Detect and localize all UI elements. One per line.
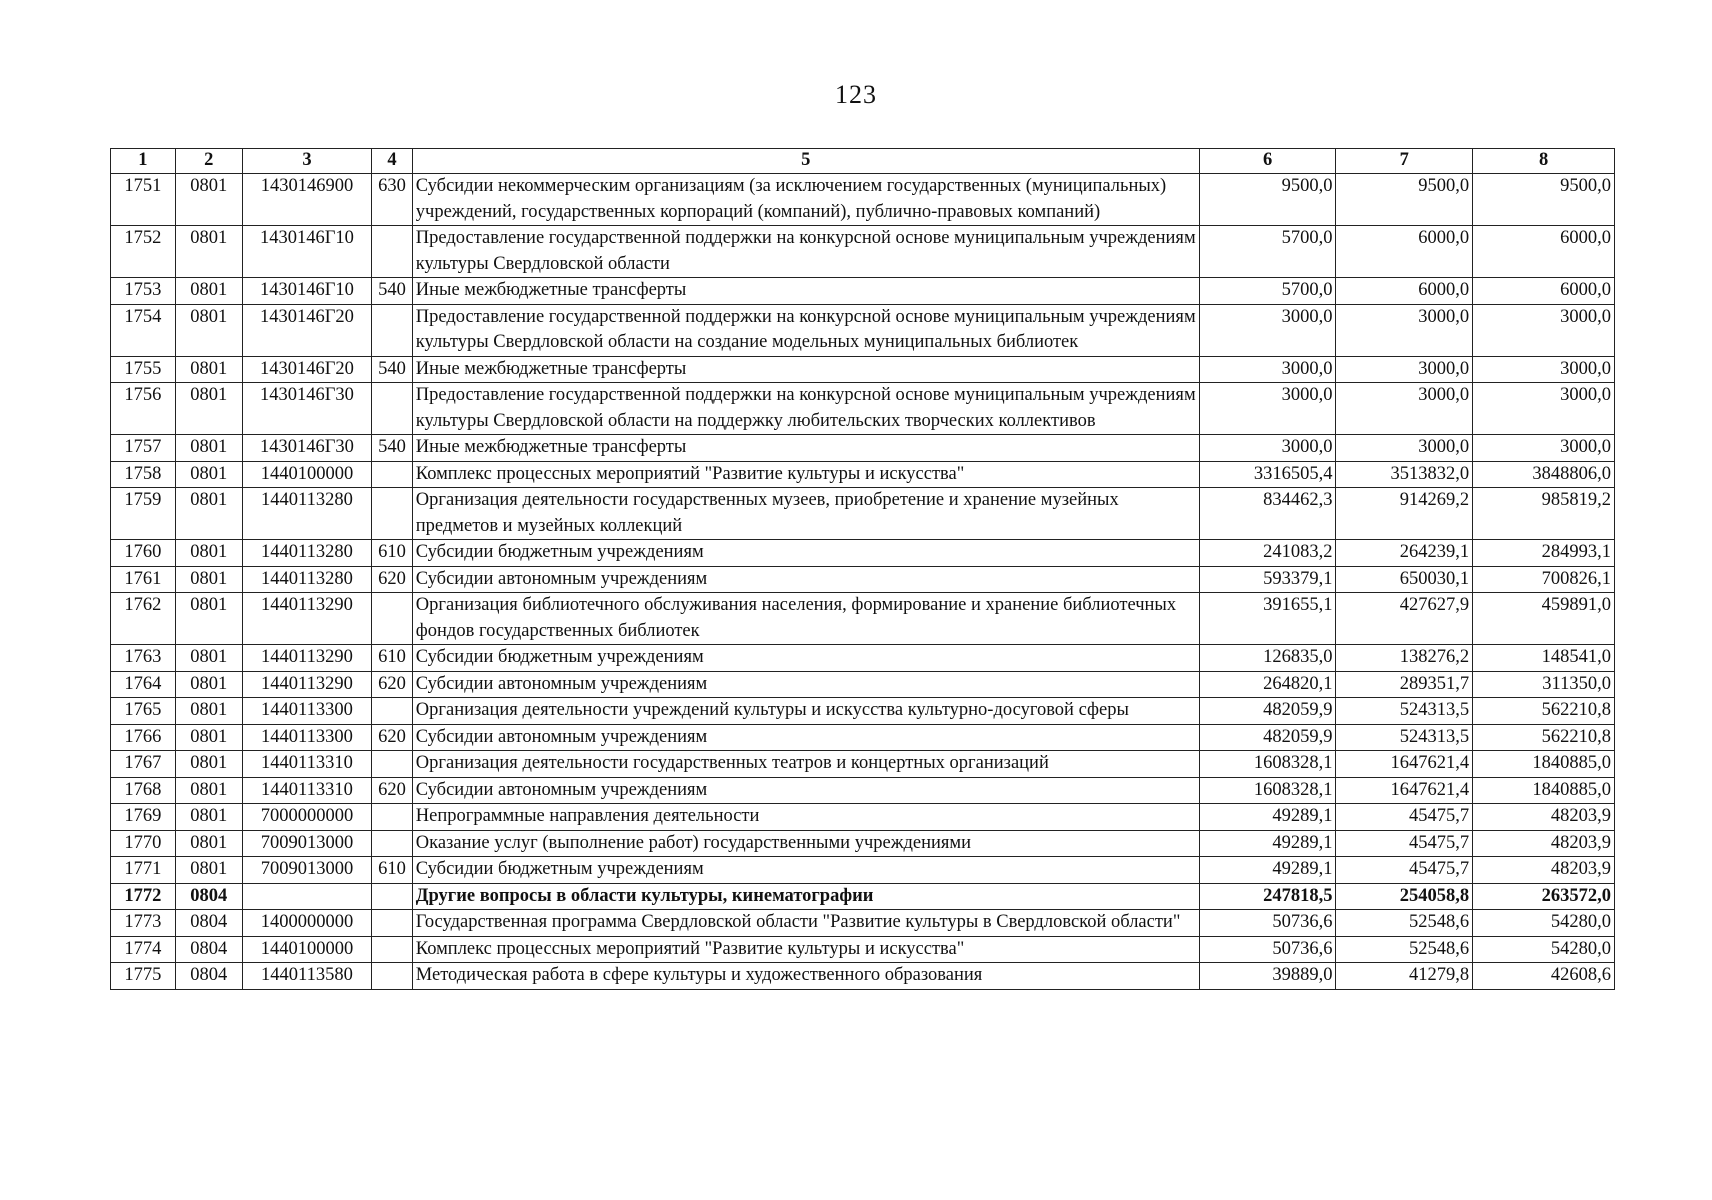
amount-year1-cell: 3000,0 [1199,356,1336,383]
row-number-cell: 1755 [111,356,176,383]
row-number-cell: 1758 [111,461,176,488]
table-row [111,883,1615,910]
section-code-cell: 0801 [175,383,242,435]
target-article-cell: 1430146Г20 [242,304,372,356]
description-cell: Предоставление государственной поддержки на конкурсной основе муниципальным учреждениям культуры Свердловской области [412,226,1199,278]
expense-type-cell [372,830,413,857]
section-code-cell: 0801 [175,488,242,540]
expense-type-cell [372,488,413,540]
column-header: 7 [1336,149,1473,174]
amount-year3-cell: 459891,0 [1473,593,1615,645]
description-cell: Субсидии бюджетным учреждениям [412,645,1199,672]
target-article-cell: 1430146900 [242,174,372,226]
amount-year1-cell: 247818,5 [1199,883,1336,910]
table-row [111,936,1615,963]
expense-type-cell: 540 [372,435,413,462]
target-article-cell: 1430146Г30 [242,383,372,435]
target-article-cell: 1440100000 [242,936,372,963]
expense-type-cell: 620 [372,671,413,698]
amount-year2-cell: 914269,2 [1336,488,1473,540]
target-article-cell [242,883,372,910]
table-row [111,910,1615,937]
description-cell: Непрограммные направления деятельности [412,804,1199,831]
description-cell: Другие вопросы в области культуры, кинематографии [412,883,1199,910]
section-code-cell: 0801 [175,356,242,383]
section-code-cell: 0801 [175,174,242,226]
table-row [111,174,1615,226]
amount-year1-cell: 3000,0 [1199,435,1336,462]
amount-year2-cell: 3000,0 [1336,383,1473,435]
table-row [111,540,1615,567]
amount-year2-cell: 3000,0 [1336,356,1473,383]
amount-year1-cell: 241083,2 [1199,540,1336,567]
target-article-cell: 1430146Г10 [242,226,372,278]
section-code-cell: 0804 [175,936,242,963]
description-cell: Субсидии автономным учреждениям [412,724,1199,751]
amount-year1-cell: 3000,0 [1199,383,1336,435]
row-number-cell: 1768 [111,777,176,804]
expense-type-cell: 610 [372,540,413,567]
amount-year2-cell: 3513832,0 [1336,461,1473,488]
amount-year2-cell: 45475,7 [1336,830,1473,857]
amount-year1-cell: 3000,0 [1199,304,1336,356]
amount-year1-cell: 39889,0 [1199,963,1336,990]
section-code-cell: 0801 [175,751,242,778]
table-row [111,857,1615,884]
column-header: 6 [1199,149,1336,174]
expense-type-cell: 540 [372,278,413,305]
amount-year3-cell: 6000,0 [1473,278,1615,305]
expense-type-cell: 620 [372,724,413,751]
target-article-cell: 1440113280 [242,540,372,567]
expense-type-cell [372,804,413,831]
expense-type-cell: 610 [372,645,413,672]
amount-year3-cell: 42608,6 [1473,963,1615,990]
amount-year3-cell: 54280,0 [1473,936,1615,963]
amount-year1-cell: 126835,0 [1199,645,1336,672]
section-code-cell: 0801 [175,830,242,857]
amount-year2-cell: 3000,0 [1336,304,1473,356]
section-code-cell: 0801 [175,804,242,831]
amount-year3-cell: 3848806,0 [1473,461,1615,488]
target-article-cell: 1440113290 [242,593,372,645]
expense-type-cell: 630 [372,174,413,226]
row-number-cell: 1775 [111,963,176,990]
expense-type-cell: 620 [372,777,413,804]
amount-year3-cell: 3000,0 [1473,383,1615,435]
column-header: 1 [111,149,176,174]
target-article-cell: 7000000000 [242,804,372,831]
target-article-cell: 1440113290 [242,671,372,698]
description-cell: Организация деятельности учреждений культуры и искусства культурно-досуговой сферы [412,698,1199,725]
row-number-cell: 1764 [111,671,176,698]
target-article-cell: 1440113310 [242,777,372,804]
table-row [111,566,1615,593]
target-article-cell: 1440113290 [242,645,372,672]
table-row [111,698,1615,725]
expense-type-cell [372,226,413,278]
amount-year1-cell: 1608328,1 [1199,751,1336,778]
section-code-cell: 0804 [175,910,242,937]
amount-year1-cell: 482059,9 [1199,698,1336,725]
column-header: 8 [1473,149,1615,174]
description-cell: Комплекс процессных мероприятий "Развитие культуры и искусства" [412,936,1199,963]
description-cell: Организация деятельности государственных театров и концертных организаций [412,751,1199,778]
expense-type-cell [372,910,413,937]
description-cell: Организация деятельности государственных музеев, приобретение и хранение музейных предметов и музейных коллекций [412,488,1199,540]
description-cell: Субсидии бюджетным учреждениям [412,540,1199,567]
amount-year1-cell: 3316505,4 [1199,461,1336,488]
amount-year2-cell: 45475,7 [1336,857,1473,884]
amount-year2-cell: 650030,1 [1336,566,1473,593]
description-cell: Методическая работа в сфере культуры и художественного образования [412,963,1199,990]
row-number-cell: 1761 [111,566,176,593]
column-header: 4 [372,149,413,174]
description-cell: Государственная программа Свердловской области "Развитие культуры в Свердловской области" [412,910,1199,937]
row-number-cell: 1751 [111,174,176,226]
section-code-cell: 0801 [175,461,242,488]
amount-year2-cell: 1647621,4 [1336,777,1473,804]
amount-year3-cell: 148541,0 [1473,645,1615,672]
page-number: 123 [835,80,877,109]
expense-type-cell [372,593,413,645]
row-number-cell: 1760 [111,540,176,567]
table-row [111,435,1615,462]
amount-year2-cell: 254058,8 [1336,883,1473,910]
amount-year3-cell: 48203,9 [1473,830,1615,857]
amount-year2-cell: 52548,6 [1336,910,1473,937]
section-code-cell: 0801 [175,698,242,725]
column-header: 3 [242,149,372,174]
amount-year1-cell: 50736,6 [1199,936,1336,963]
amount-year3-cell: 3000,0 [1473,304,1615,356]
column-header: 5 [412,149,1199,174]
target-article-cell: 1430146Г30 [242,435,372,462]
row-number-cell: 1753 [111,278,176,305]
amount-year1-cell: 49289,1 [1199,857,1336,884]
amount-year1-cell: 49289,1 [1199,804,1336,831]
description-cell: Субсидии некоммерческим организациям (за исключением государственных (муниципальных) учреждений, государственных корпораций (компаний), публично-правовых компаний) [412,174,1199,226]
expense-type-cell: 540 [372,356,413,383]
amount-year2-cell: 524313,5 [1336,724,1473,751]
description-cell: Организация библиотечного обслуживания населения, формирование и хранение библиотечных фондов государственных библиотек [412,593,1199,645]
amount-year3-cell: 700826,1 [1473,566,1615,593]
amount-year1-cell: 264820,1 [1199,671,1336,698]
section-code-cell: 0801 [175,671,242,698]
amount-year3-cell: 6000,0 [1473,226,1615,278]
amount-year2-cell: 264239,1 [1336,540,1473,567]
amount-year1-cell: 1608328,1 [1199,777,1336,804]
row-number-cell: 1762 [111,593,176,645]
target-article-cell: 1440113280 [242,566,372,593]
section-code-cell: 0801 [175,777,242,804]
table-row [111,356,1615,383]
table-row [111,804,1615,831]
table-row [111,304,1615,356]
amount-year3-cell: 562210,8 [1473,698,1615,725]
expense-type-cell: 610 [372,857,413,884]
column-header: 2 [175,149,242,174]
section-code-cell: 0801 [175,540,242,567]
amount-year2-cell: 524313,5 [1336,698,1473,725]
section-code-cell: 0804 [175,963,242,990]
description-cell: Субсидии автономным учреждениям [412,777,1199,804]
target-article-cell: 1440113310 [242,751,372,778]
amount-year1-cell: 49289,1 [1199,830,1336,857]
table-row [111,383,1615,435]
target-article-cell: 7009013000 [242,857,372,884]
amount-year2-cell: 6000,0 [1336,226,1473,278]
table-row [111,751,1615,778]
section-code-cell: 0801 [175,566,242,593]
row-number-cell: 1754 [111,304,176,356]
amount-year3-cell: 9500,0 [1473,174,1615,226]
target-article-cell: 1440100000 [242,461,372,488]
amount-year2-cell: 6000,0 [1336,278,1473,305]
amount-year2-cell: 138276,2 [1336,645,1473,672]
expense-type-cell [372,383,413,435]
row-number-cell: 1763 [111,645,176,672]
amount-year2-cell: 52548,6 [1336,936,1473,963]
table-row [111,593,1615,645]
expense-type-cell [372,936,413,963]
amount-year1-cell: 5700,0 [1199,226,1336,278]
amount-year2-cell: 41279,8 [1336,963,1473,990]
amount-year1-cell: 482059,9 [1199,724,1336,751]
table-row [111,488,1615,540]
amount-year2-cell: 3000,0 [1336,435,1473,462]
row-number-cell: 1769 [111,804,176,831]
amount-year2-cell: 289351,7 [1336,671,1473,698]
row-number-cell: 1752 [111,226,176,278]
amount-year1-cell: 50736,6 [1199,910,1336,937]
section-code-cell: 0801 [175,724,242,751]
table-row [111,830,1615,857]
description-cell: Оказание услуг (выполнение работ) государственными учреждениями [412,830,1199,857]
expense-type-cell [372,304,413,356]
table-row [111,777,1615,804]
target-article-cell: 1440113300 [242,724,372,751]
description-cell: Предоставление государственной поддержки на конкурсной основе муниципальным учреждениям культуры Свердловской области на поддержку любительских творческих коллективов [412,383,1199,435]
amount-year3-cell: 562210,8 [1473,724,1615,751]
table-header-row [111,149,1615,174]
amount-year3-cell: 3000,0 [1473,435,1615,462]
target-article-cell: 1430146Г10 [242,278,372,305]
table-row [111,963,1615,990]
section-code-cell: 0801 [175,857,242,884]
expense-type-cell: 620 [372,566,413,593]
target-article-cell: 1440113300 [242,698,372,725]
expense-type-cell [372,963,413,990]
amount-year1-cell: 391655,1 [1199,593,1336,645]
amount-year3-cell: 284993,1 [1473,540,1615,567]
section-code-cell: 0801 [175,645,242,672]
amount-year1-cell: 834462,3 [1199,488,1336,540]
table-row [111,278,1615,305]
amount-year3-cell: 3000,0 [1473,356,1615,383]
description-cell: Комплекс процессных мероприятий "Развитие культуры и искусства" [412,461,1199,488]
target-article-cell: 1440113580 [242,963,372,990]
amount-year3-cell: 48203,9 [1473,804,1615,831]
budget-table [110,148,1615,990]
target-article-cell: 1430146Г20 [242,356,372,383]
row-number-cell: 1759 [111,488,176,540]
row-number-cell: 1757 [111,435,176,462]
amount-year2-cell: 45475,7 [1336,804,1473,831]
amount-year3-cell: 985819,2 [1473,488,1615,540]
description-cell: Субсидии автономным учреждениям [412,566,1199,593]
expense-type-cell [372,883,413,910]
amount-year3-cell: 1840885,0 [1473,777,1615,804]
table-row [111,226,1615,278]
section-code-cell: 0804 [175,883,242,910]
description-cell: Субсидии бюджетным учреждениям [412,857,1199,884]
expense-type-cell [372,751,413,778]
amount-year2-cell: 427627,9 [1336,593,1473,645]
row-number-cell: 1774 [111,936,176,963]
target-article-cell: 7009013000 [242,830,372,857]
row-number-cell: 1765 [111,698,176,725]
amount-year3-cell: 263572,0 [1473,883,1615,910]
table-row [111,724,1615,751]
section-code-cell: 0801 [175,278,242,305]
amount-year2-cell: 9500,0 [1336,174,1473,226]
table-row [111,671,1615,698]
description-cell: Субсидии автономным учреждениям [412,671,1199,698]
amount-year3-cell: 48203,9 [1473,857,1615,884]
row-number-cell: 1772 [111,883,176,910]
description-cell: Иные межбюджетные трансферты [412,435,1199,462]
expense-type-cell [372,461,413,488]
description-cell: Иные межбюджетные трансферты [412,356,1199,383]
section-code-cell: 0801 [175,593,242,645]
amount-year3-cell: 311350,0 [1473,671,1615,698]
table-body [111,174,1615,990]
description-cell: Предоставление государственной поддержки на конкурсной основе муниципальным учреждениям культуры Свердловской области на создание модельных муниципальных библиотек [412,304,1199,356]
row-number-cell: 1771 [111,857,176,884]
amount-year2-cell: 1647621,4 [1336,751,1473,778]
amount-year3-cell: 1840885,0 [1473,751,1615,778]
section-code-cell: 0801 [175,226,242,278]
amount-year3-cell: 54280,0 [1473,910,1615,937]
amount-year1-cell: 5700,0 [1199,278,1336,305]
section-code-cell: 0801 [175,304,242,356]
row-number-cell: 1767 [111,751,176,778]
table-row [111,645,1615,672]
row-number-cell: 1766 [111,724,176,751]
description-cell: Иные межбюджетные трансферты [412,278,1199,305]
amount-year1-cell: 593379,1 [1199,566,1336,593]
row-number-cell: 1773 [111,910,176,937]
table-row [111,461,1615,488]
row-number-cell: 1770 [111,830,176,857]
section-code-cell: 0801 [175,435,242,462]
amount-year1-cell: 9500,0 [1199,174,1336,226]
target-article-cell: 1440113280 [242,488,372,540]
row-number-cell: 1756 [111,383,176,435]
target-article-cell: 1400000000 [242,910,372,937]
expense-type-cell [372,698,413,725]
